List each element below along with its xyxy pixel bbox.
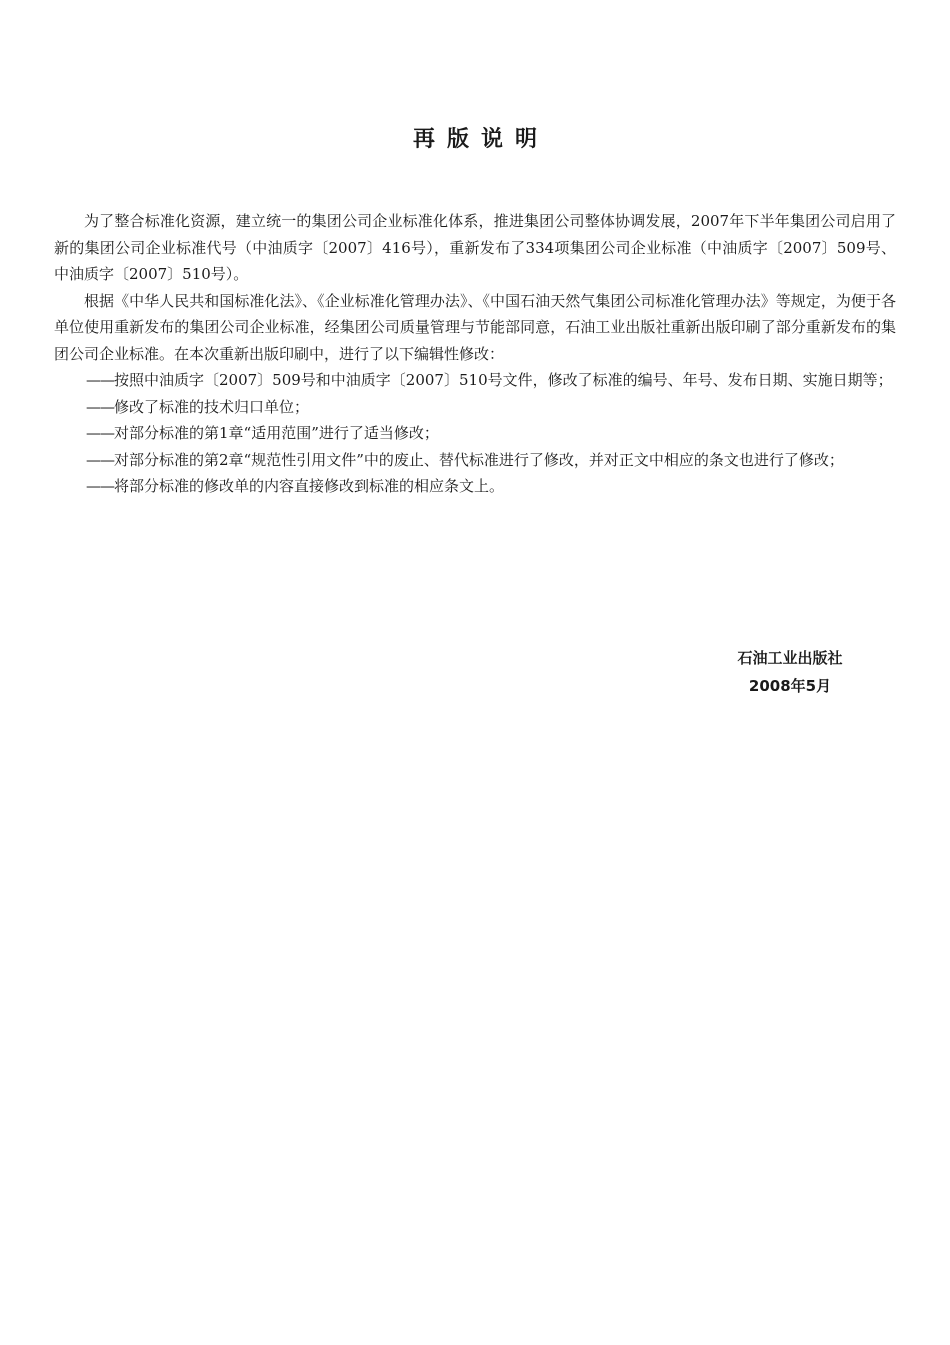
publish-date: 2008年5月 [748,677,832,695]
list-marker: —— [86,397,114,416]
list-marker: —— [86,371,114,389]
paragraph-basis: 根据《中华人民共和国标准化法》、《企业标准化管理办法》、《中国石油天然气集团公司标准化管理办法》等规定，为便于各单位使用重新发布的集团公司企业标准，经集团公司质量管理与节能部同意，石油工业出版社重新出版印刷了部分重新发布的集团公司企业标准。在本次重新出版印刷中，进行了以下编辑性修改： [54,291,896,363]
list-marker: —— [86,477,114,495]
list-item-text: 将部分标准的修改单的内容直接修改到标准的相应条文上。 [114,477,505,495]
list-item [54,420,896,447]
paragraph-intro: 为了整合标准化资源，建立统一的集团公司企业标准化体系，推进集团公司整体协调发展，2007年下半年集团公司启用了新的集团公司企业标准代号（中油质字〔2007〕416号），重新发布了334项集团公司企业标准（中油质字〔2007〕509号、中油质字〔2007〕510号）。 [54,212,896,283]
list-item [54,394,896,421]
list-item-text: 对部分标准的第2章“规范性引用文件”中的废止、替代标准进行了修改，并对正文中相应的条文也进行了修改； [114,450,844,469]
list-marker: —— [86,424,114,442]
list-item-text: 修改了标准的技术归口单位； [114,397,310,416]
document-body [54,208,896,500]
list-item [54,367,896,394]
signature-block [690,644,890,700]
list-item [54,447,896,474]
list-item [54,473,896,500]
list-item-text: 对部分标准的第1章“适用范围”进行了适当修改； [114,424,439,442]
list-item-text: 按照中油质字〔2007〕509号和中油质字〔2007〕510号文件，修改了标准的编号、年号、发布日期、实施日期等； [114,371,893,389]
revision-list [54,367,896,500]
page-title: 再版说明 [412,127,549,152]
list-marker: —— [86,450,114,469]
publisher-name: 石油工业出版社 [737,649,843,667]
